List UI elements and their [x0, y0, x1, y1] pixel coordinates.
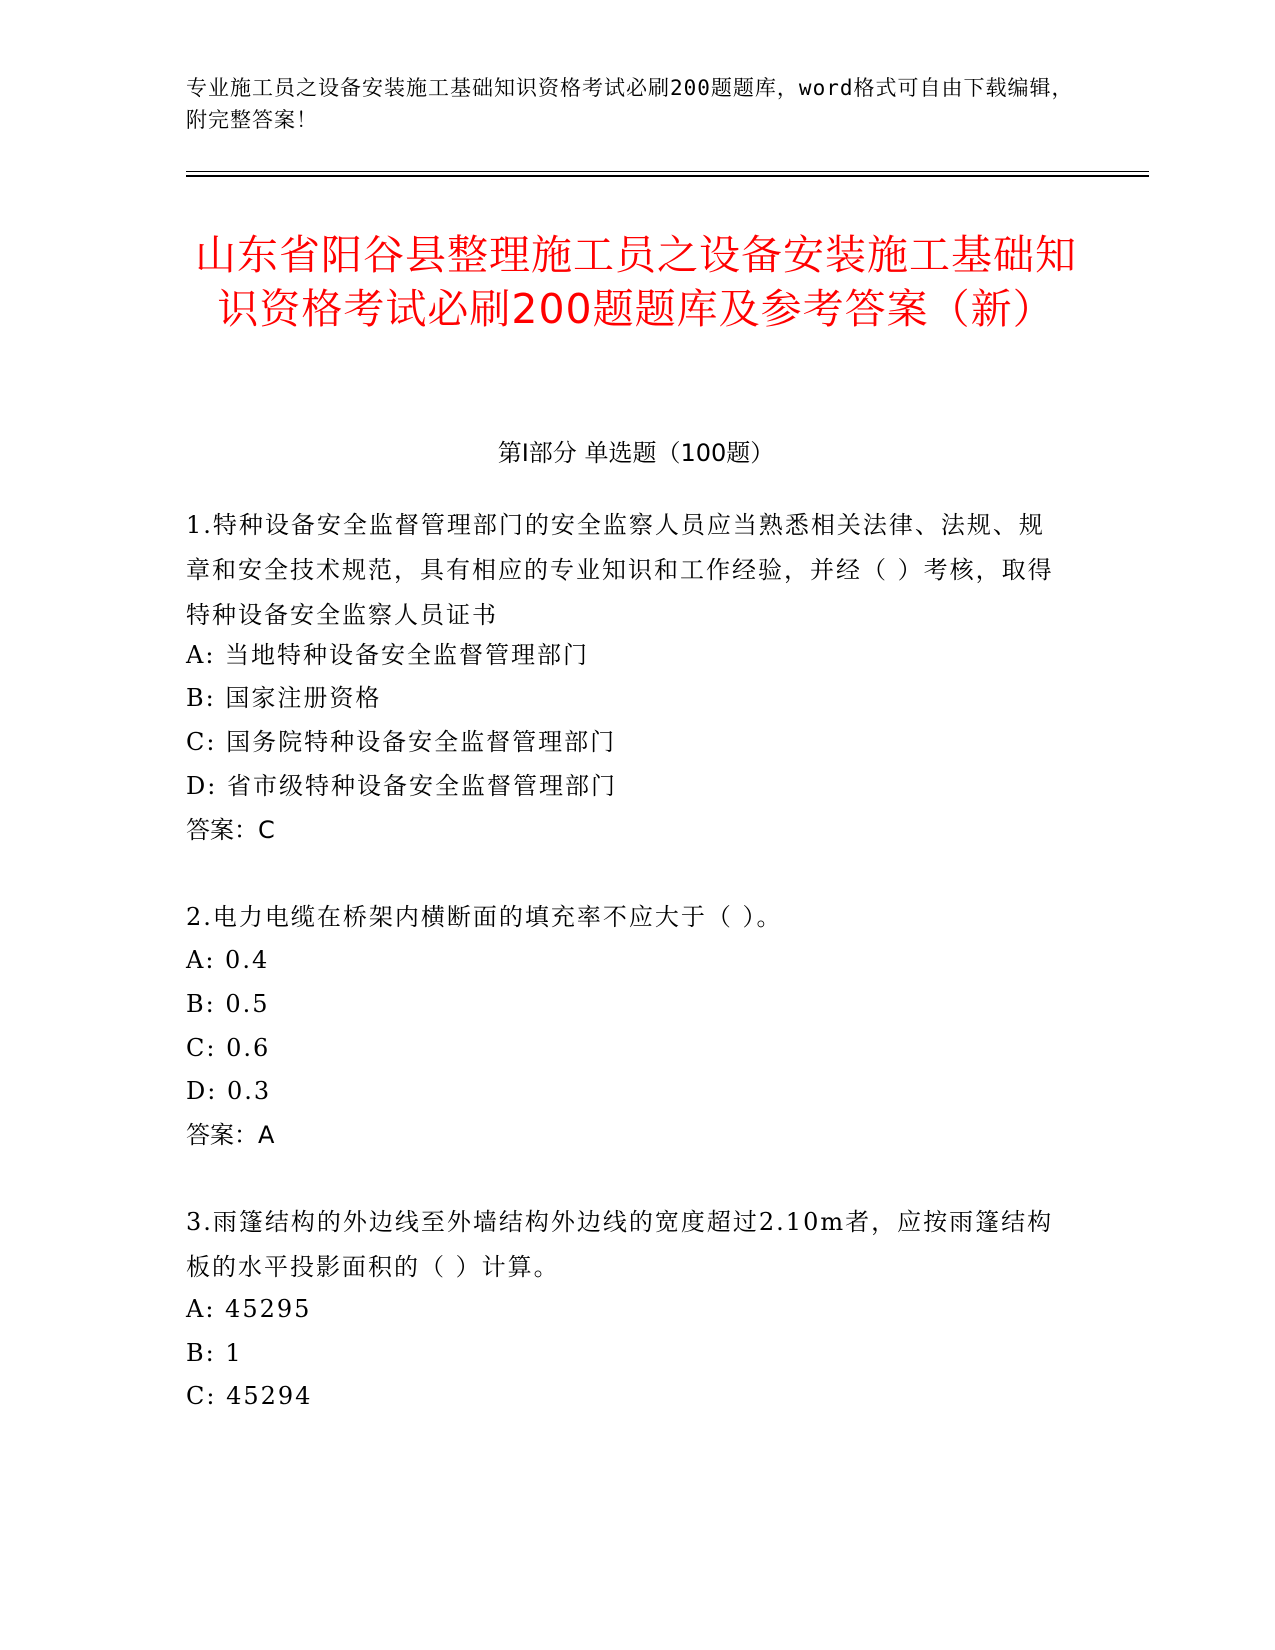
question-3-option-a: A: 45295 [186, 1295, 312, 1323]
question-2-option-c: C: 0.6 [186, 1034, 271, 1062]
question-1-option-c: C: 国务院特种设备安全监督管理部门 [186, 728, 617, 756]
question-1-answer: 答案：C [186, 816, 275, 844]
document-title: 山东省阳谷县整理施工员之设备安装施工基础知识资格考试必刷200题题库及参考答案（新） [195, 231, 1077, 333]
question-2-option-d: D: 0.3 [186, 1077, 272, 1105]
question-2-option-b: B: 0.5 [186, 990, 270, 1018]
question-3-option-c: C: 45294 [186, 1382, 313, 1410]
question-2-option-a: A: 0.4 [186, 946, 270, 974]
header-note: 专业施工员之设备安装施工基础知识资格考试必刷200题题库，word格式可自由下载编辑，附完整答案！ [186, 76, 1074, 132]
question-3-text: 3.雨篷结构的外边线至外墙结构外边线的宽度超过2.10m者，应按雨篷结构板的水平投影面积的（ ）计算。 [186, 1208, 1054, 1281]
question-1-option-b: B: 国家注册资格 [186, 684, 382, 712]
question-1-text: 1.特种设备安全监督管理部门的安全监察人员应当熟悉相关法律、法规、规章和安全技术规范，具有相应的专业知识和工作经验，并经（ ）考核，取得特种设备安全监察人员证书 [186, 511, 1054, 629]
header-rule-thin [186, 171, 1149, 172]
question-3-option-b: B: 1 [186, 1339, 243, 1367]
header-rule-thick [186, 175, 1149, 177]
question-2-text: 2.电力电缆在桥架内横断面的填充率不应大于（ ）。 [186, 903, 783, 931]
section-title: 第Ⅰ部分 单选题（100题） [497, 439, 775, 467]
question-2-answer: 答案：A [186, 1121, 275, 1149]
question-1-option-a: A: 当地特种设备安全监督管理部门 [186, 641, 590, 669]
question-1-option-d: D: 省市级特种设备安全监督管理部门 [186, 772, 617, 800]
